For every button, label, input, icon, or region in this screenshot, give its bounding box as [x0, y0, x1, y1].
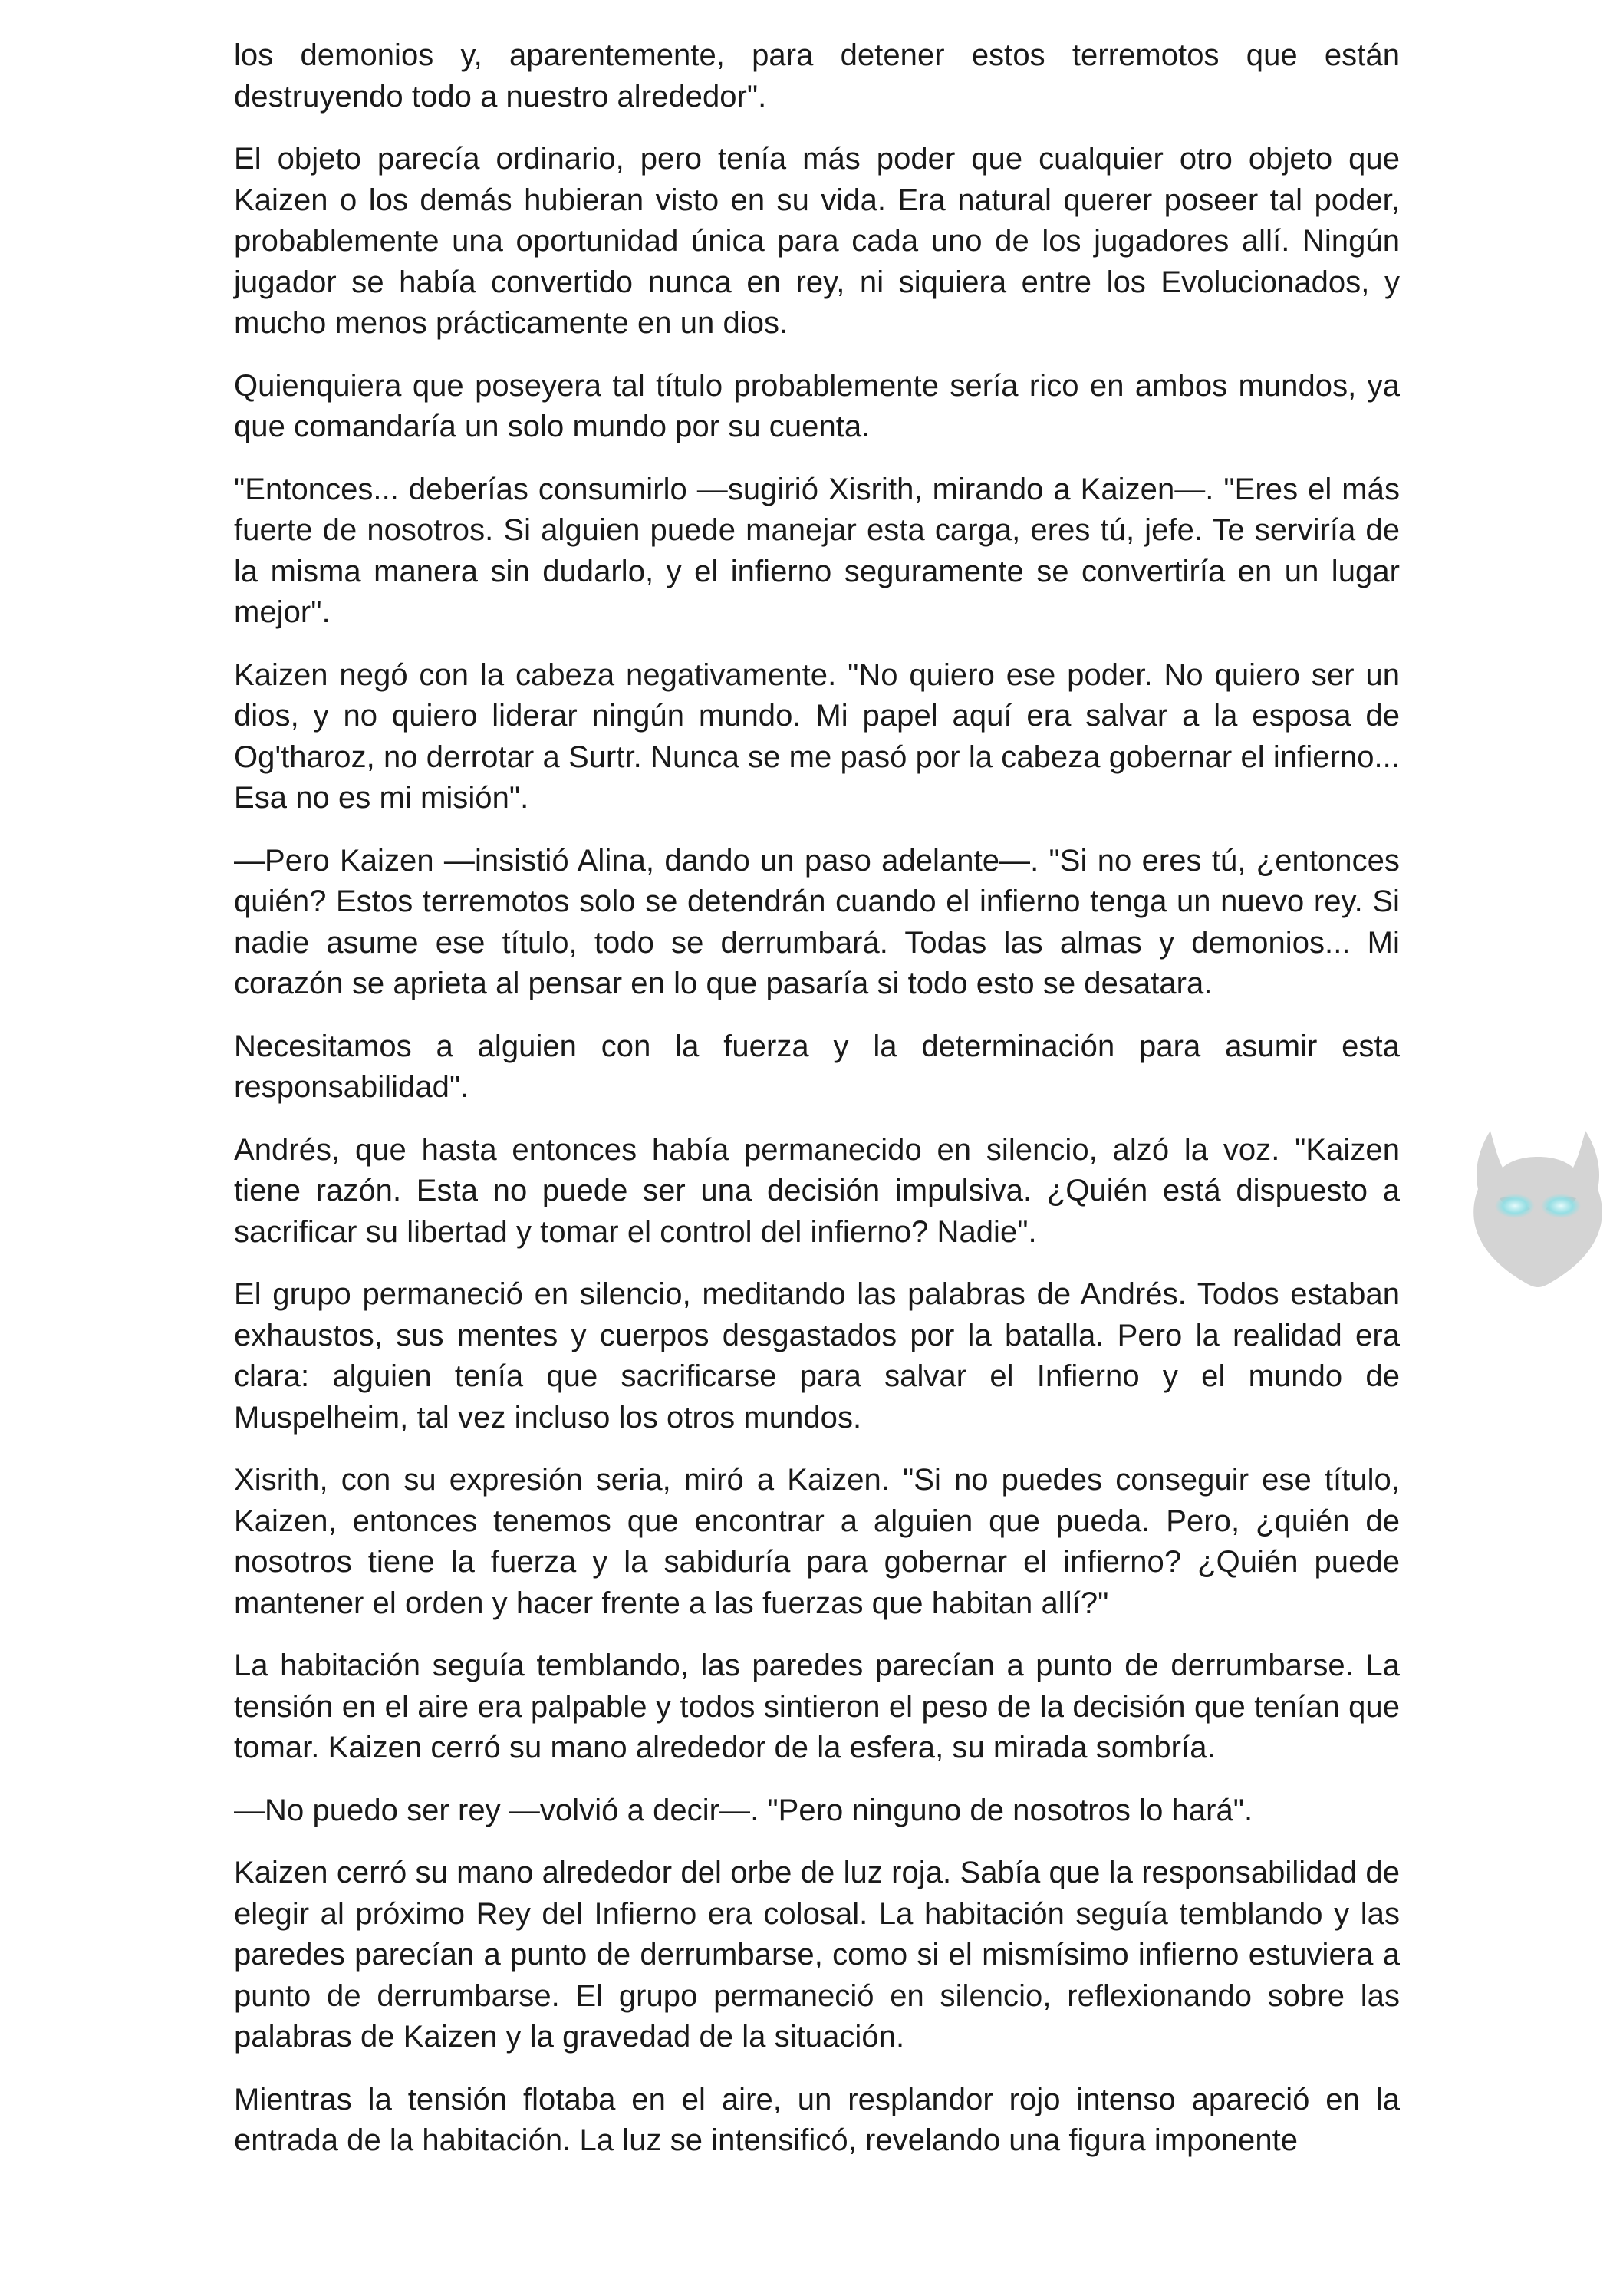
- paragraph: "Entonces... deberías consumirlo —sugirió Xisrith, mirando a Kaizen—. "Eres el más fuerte de nosotros. Si alguien puede manejar esta carga, eres tú, jefe. Te serviría de la misma manera sin dudarlo, y el infierno seguramente se convertiría en un lugar mejor".: [234, 472, 1400, 629]
- paragraph: Kaizen negó con la cabeza negativamente. "No quiero ese poder. No quiero ser un dios, y no quiero liderar ningún mundo. Mi papel aquí era salvar a la esposa de Og'tharoz, no derrotar a Surtr. Nunca se me pasó por la cabeza gobernar el infierno... Esa no es mi misión".: [234, 657, 1400, 815]
- document-body: [234, 35, 1400, 2183]
- paragraph: El objeto parecía ordinario, pero tenía más poder que cualquier otro objeto que Kaizen o los demás hubieran visto en su vida. Era natural querer poseer tal poder, probablemente una oportunidad única para cada uno de los jugadores allí. Ningún jugador se había convertido nunca en rey, ni siquiera entre los Evolucionados, y mucho menos prácticamente en un dios.: [234, 142, 1400, 340]
- paragraph: Andrés, que hasta entonces había permanecido en silencio, alzó la voz. "Kaizen tiene razón. Esta no puede ser una decisión impulsiva. ¿Quién está dispuesto a sacrificar su libertad y tomar el control del infierno? Nadie".: [234, 1132, 1400, 1249]
- paragraph: Xisrith, con su expresión seria, miró a Kaizen. "Si no puedes conseguir ese título, Kaizen, entonces tenemos que encontrar a alguien que pueda. Pero, ¿quién de nosotros tiene la fuerza y la sabiduría para gobernar el infierno? ¿Quién puede mantener el orden y hacer frente a las fuerzas que habitan allí?": [234, 1463, 1400, 1620]
- paragraph: Mientras la tensión flotaba en el aire, un resplandor rojo intenso apareció en la entrada de la habitación. La luz se intensificó, revelando una figura imponente: [234, 2082, 1400, 2157]
- paragraph: Necesitamos a alguien con la fuerza y la determinación para asumir esta responsabilidad".: [234, 1029, 1400, 1104]
- paragraph: —Pero Kaizen —insistió Alina, dando un paso adelante—. "Si no eres tú, ¿entonces quién? Estos terremotos solo se detendrán cuando el infierno tenga un nuevo rey. Si nadie asume ese título, todo se derrumbará. Todas las almas y demonios... Mi corazón se aprieta al pensar en lo que pasaría si todo esto se desatara.: [234, 843, 1400, 1000]
- paragraph: Quienquiera que poseyera tal título probablemente sería rico en ambos mundos, ya que comandaría un solo mundo por su cuenta.: [234, 368, 1400, 443]
- paragraph: —No puedo ser rey —volvió a decir—. "Pero ninguno de nosotros lo hará".: [234, 1793, 1253, 1827]
- paragraph: los demonios y, aparentemente, para detener estos terremotos que están destruyendo todo a nuestro alrededor".: [234, 38, 1400, 114]
- paragraph: El grupo permaneció en silencio, meditando las palabras de Andrés. Todos estaban exhaustos, sus mentes y cuerpos desgastados por la batalla. Pero la realidad era clara: alguien tenía que sacrificarse para salvar el Infierno y el mundo de Muspelheim, tal vez incluso los otros mundos.: [234, 1277, 1400, 1435]
- demon-head-icon: [1469, 1125, 1607, 1293]
- paragraph: Kaizen cerró su mano alrededor del orbe de luz roja. Sabía que la responsabilidad de elegir al próximo Rey del Infierno era colosal. La habitación seguía temblando y las paredes parecían a punto de derrumbarse, como si el mismísimo infierno estuviera a punto de derrumbarse. El grupo permaneció en silencio, reflexionando sobre las palabras de Kaizen y la gravedad de la situación.: [234, 1856, 1400, 2054]
- paragraph: La habitación seguía temblando, las paredes parecían a punto de derrumbarse. La tensión en el aire era palpable y todos sintieron el peso de la decisión que tenían que tomar. Kaizen cerró su mano alrededor de la esfera, su mirada sombría.: [234, 1649, 1400, 1764]
